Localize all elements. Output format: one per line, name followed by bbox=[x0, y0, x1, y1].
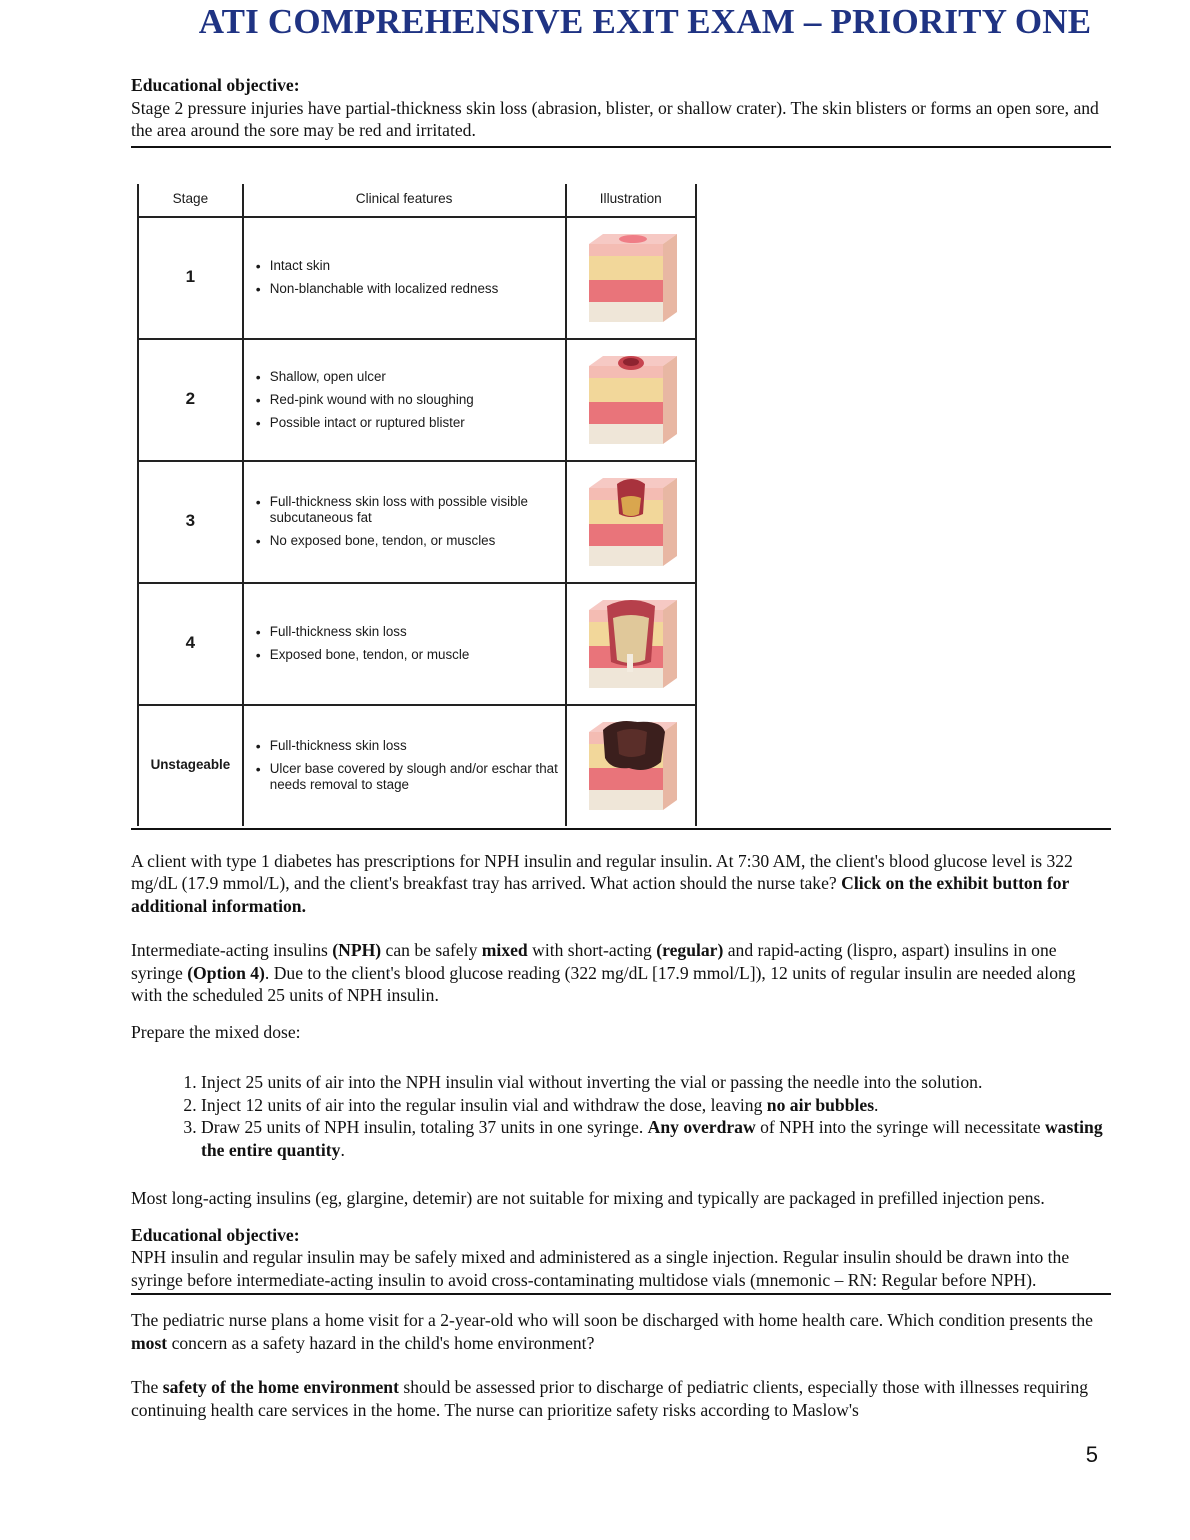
feature-item: • Exposed bone, tendon, or muscle bbox=[256, 647, 565, 663]
list-item: 1. Inject 25 units of air into the NPH insulin vial without inverting the vial or passing the needle into the solution. bbox=[201, 1071, 1111, 1094]
stage-table bbox=[137, 184, 697, 826]
page-number: 5 bbox=[1085, 1442, 1098, 1467]
objective-1-text: Stage 2 pressure injuries have partial-thickness skin loss (abrasion, blister, or shallow crater). The skin blisters or forms an open sore, and the area around the sore may be red and irritated. bbox=[131, 97, 1099, 140]
clinical-features-cell bbox=[243, 461, 566, 583]
stage-label: 3 bbox=[138, 461, 243, 583]
divider bbox=[131, 828, 1111, 830]
stage-2-skin-illustration bbox=[581, 352, 681, 448]
objective-2-label: Educational objective: bbox=[131, 1224, 300, 1245]
table-row bbox=[138, 461, 696, 583]
feature-item: • Red-pink wound with no sloughing bbox=[256, 392, 565, 408]
exhibit-instruction: Click on the exhibit button for additional information. bbox=[131, 873, 1070, 916]
divider bbox=[131, 146, 1111, 148]
stage-label: 4 bbox=[138, 583, 243, 705]
divider bbox=[131, 1293, 1111, 1295]
clinical-features-cell bbox=[243, 217, 566, 339]
explanation-paragraph-2: Prepare the mixed dose: bbox=[131, 1021, 301, 1042]
feature-item: • Full-thickness skin loss bbox=[256, 624, 565, 640]
stage-label: 2 bbox=[138, 339, 243, 461]
feature-item: • Possible intact or ruptured blister bbox=[256, 415, 565, 431]
mixing-steps-list bbox=[131, 1071, 1111, 1161]
feature-item: • Non-blanchable with localized redness bbox=[256, 281, 565, 297]
table-header-row bbox=[138, 184, 696, 217]
feature-item: • Ulcer base covered by slough and/or eschar that needs removal to stage bbox=[256, 761, 565, 793]
illustration-cell bbox=[566, 461, 697, 583]
clinical-features-cell bbox=[243, 705, 566, 826]
table-row bbox=[138, 705, 696, 826]
illustration-cell bbox=[566, 339, 697, 461]
list-item: 2. Inject 12 units of air into the regular insulin vial and withdraw the dose, leaving no air bubbles. bbox=[201, 1094, 1111, 1117]
header-illustration: Illustration bbox=[566, 184, 697, 217]
table-row bbox=[138, 339, 696, 461]
feature-item: • Shallow, open ulcer bbox=[256, 369, 565, 385]
objective-1-label: Educational objective: bbox=[131, 75, 300, 95]
document-body bbox=[131, 74, 1111, 1421]
header-stage: Stage bbox=[138, 184, 243, 217]
stage-4-skin-illustration bbox=[581, 596, 681, 692]
pressure-injury-stage-table bbox=[137, 184, 699, 826]
table-row bbox=[138, 217, 696, 339]
explanation-paragraph-1: Intermediate-acting insulins (NPH) can be safely mixed with short-acting (regular) and rapid-acting (lispro, aspart) insulins in one syringe (Option 4). Due to the client's blood glucose reading (322 mg/dL [17.9 mmol/L]), 12 units of regular insulin are needed along with the scheduled 25 units of NPH insulin. bbox=[131, 940, 1076, 1005]
explanation-3-text: The safety of the home environment should be assessed prior to discharge of pediatric clients, especially those with illnesses requiring continuing health care services in the home. The nurse can prioritize safety risks according to Maslow's bbox=[131, 1377, 1089, 1420]
feature-item: • No exposed bone, tendon, or muscles bbox=[256, 533, 565, 549]
stage-label: 1 bbox=[138, 217, 243, 339]
explanation-paragraph-3: Most long-acting insulins (eg, glargine, detemir) are not suitable for mixing and typically are packaged in prefilled injection pens. bbox=[131, 1188, 1045, 1208]
feature-item: • Intact skin bbox=[256, 258, 565, 274]
illustration-cell bbox=[566, 705, 697, 826]
illustration-cell bbox=[566, 217, 697, 339]
illustration-cell bbox=[566, 583, 697, 705]
question-2-text: A client with type 1 diabetes has prescriptions for NPH insulin and regular insulin. At 7:30 AM, the client's blood glucose level is 322 mg/dL (17.9 mmol/L), and the client's breakfast tray has arrived. What action should the nurse take? Click on the exhibit button for additional information. bbox=[131, 850, 1073, 916]
stage-label: Unstageable bbox=[138, 705, 243, 826]
stage-1-skin-illustration bbox=[581, 230, 681, 326]
header-clinical-features: Clinical features bbox=[243, 184, 566, 217]
feature-item: • Full-thickness skin loss with possible visible subcutaneous fat bbox=[256, 494, 565, 526]
objective-2-text: NPH insulin and regular insulin may be safely mixed and administered as a single injection. Regular insulin should be drawn into the syringe before intermediate-acting insulin to avoid cross-contaminating multidose vials (mnemonic – RN: Regular before NPH). bbox=[131, 1247, 1070, 1290]
page-title: ATI COMPREHENSIVE EXIT EXAM – PRIORITY ONE bbox=[198, 2, 1092, 41]
table-row bbox=[138, 583, 696, 705]
list-item: 3. Draw 25 units of NPH insulin, totaling 37 units in one syringe. Any overdraw of NPH into the syringe will necessitate wasting the entire quantity. bbox=[201, 1116, 1111, 1161]
stage-3-skin-illustration bbox=[581, 474, 681, 570]
clinical-features-cell bbox=[243, 583, 566, 705]
question-3-text: The pediatric nurse plans a home visit for a 2-year-old who will soon be discharged with home health care. Which condition presents the most concern as a safety hazard in the child's home environment? bbox=[131, 1310, 1093, 1353]
unstageable-skin-illustration bbox=[581, 718, 681, 814]
clinical-features-cell bbox=[243, 339, 566, 461]
feature-item: • Full-thickness skin loss bbox=[256, 738, 565, 754]
